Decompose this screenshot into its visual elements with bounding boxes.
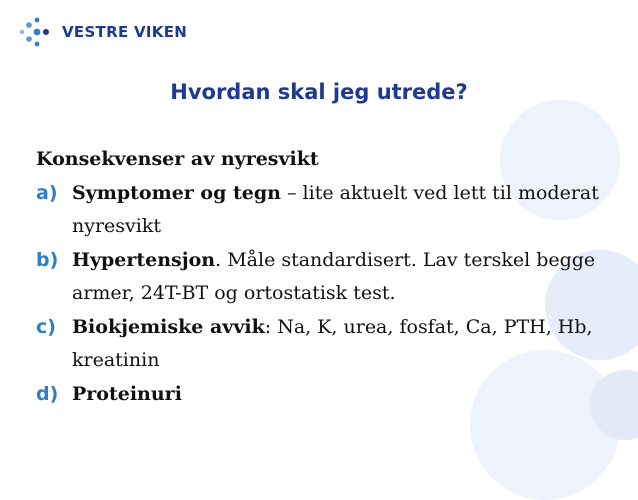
- list-item: [36, 177, 606, 244]
- slide-content: [36, 143, 606, 411]
- logo-dots-icon: [18, 17, 54, 47]
- page-title: Hvordan skal jeg utrede?: [170, 80, 468, 104]
- list-marker: b): [36, 248, 59, 271]
- list-item: [36, 244, 606, 311]
- item-term: Symptomer og tegn: [72, 181, 281, 204]
- logo-text: VESTRE VIKEN: [62, 23, 188, 41]
- item-text: : Na, K, urea, fosfat, Ca, PTH, Hb, kreatinin: [72, 315, 593, 371]
- consequence-list: [36, 177, 606, 412]
- list-marker: a): [36, 181, 58, 204]
- item-text: – lite aktuelt ved lett til moderat nyresvikt: [72, 181, 599, 237]
- section-heading: Konsekvenser av nyresvikt: [36, 148, 319, 170]
- list-item: [36, 378, 606, 412]
- logo: [18, 17, 187, 47]
- item-term: Hypertensjon: [72, 248, 216, 271]
- item-text: . Måle standardisert. Lav terskel begge armer, 24T-BT og ortostatisk test.: [72, 248, 596, 304]
- item-term: Proteinuri: [72, 382, 182, 405]
- list-marker: c): [36, 315, 56, 338]
- item-term: Biokjemiske avvik: [72, 315, 265, 338]
- list-item: [36, 311, 606, 378]
- list-marker: d): [36, 382, 59, 405]
